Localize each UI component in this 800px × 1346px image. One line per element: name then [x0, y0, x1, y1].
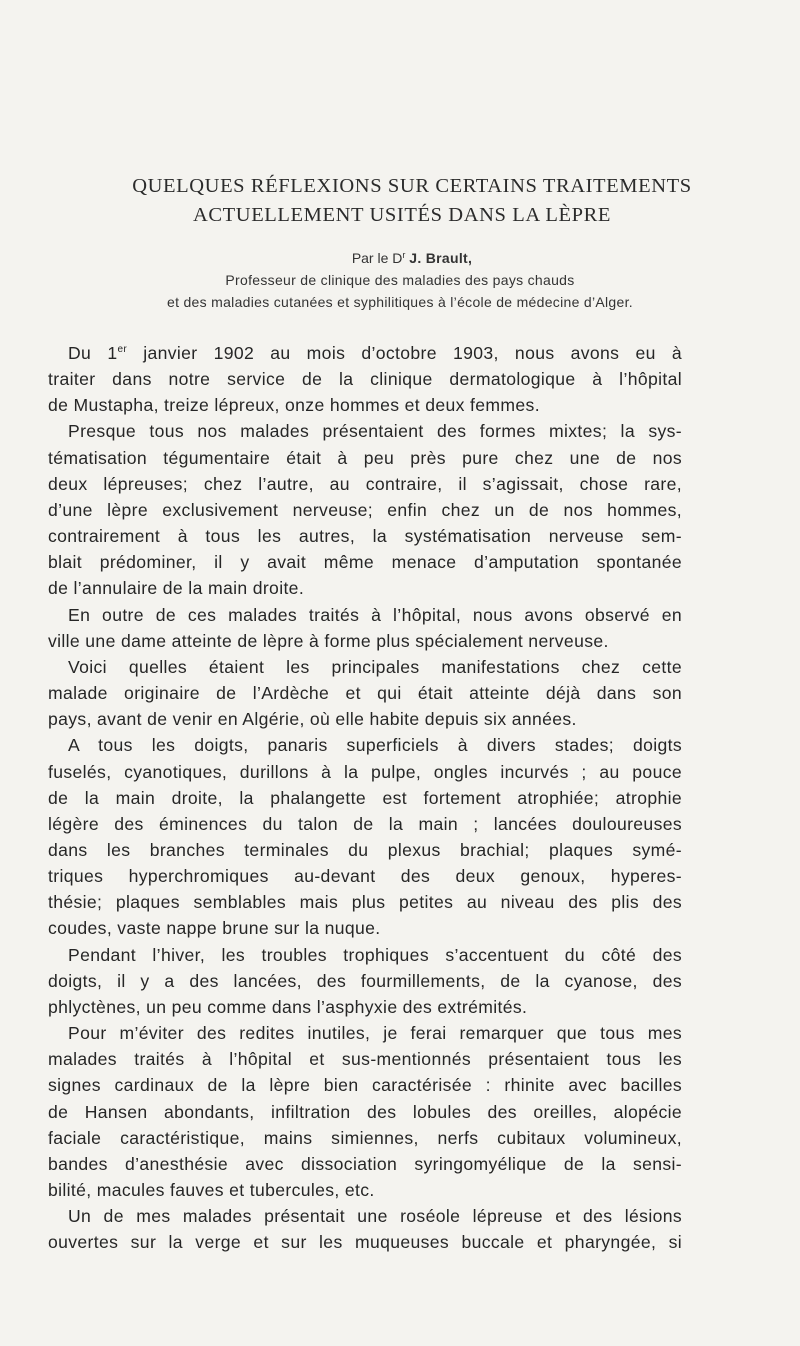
text-line: de la main droite, la phalangette est fortement atrophiée; atrophie [48, 787, 682, 808]
author-name: J. Brault, [409, 250, 473, 266]
byline [0, 244, 800, 313]
article-title [0, 172, 800, 230]
paragraph-1 [48, 340, 682, 418]
text-line: ouvertes sur la verge et sur les muqueuses buccale et pharyngée, si [48, 1232, 682, 1253]
text-fragment: Du 1 [68, 343, 118, 363]
text-line: contrairement à tous les autres, la systématisation nerveuse sem- [48, 526, 682, 547]
text-line: fuselés, cyanotiques, durillons à la pulpe, ongles incurvés ; au pouce [48, 761, 682, 782]
text-line: bilité, macules fauves et tubercules, etc. [48, 1180, 375, 1200]
text-line: A tous les doigts, panaris superficiels à divers stades; doigts [68, 735, 682, 756]
text-line: tématisation tégumentaire était à peu près pure chez une de nos [48, 447, 682, 468]
text-line: bandes d’anesthésie avec dissociation syringomyélique de la sensi- [48, 1153, 682, 1174]
text-line: triques hyperchromiques au-devant des deux genoux, hyperes- [48, 866, 682, 887]
text-line: Presque tous nos malades présentaient des formes mixtes; la sys- [68, 421, 682, 442]
author-prefix: Par le D [351, 250, 403, 266]
text-line [48, 340, 682, 366]
text-line: dans les branches terminales du plexus brachial; plaques symé- [48, 839, 682, 860]
paragraph-3 [48, 602, 682, 654]
text-line: blait prédominer, il y avait même menace d’amputation spontanée [48, 552, 682, 573]
text-line: Un de mes malades présentait une roséole lépreuse et des lésions [68, 1206, 682, 1227]
text-line: de l’annulaire de la main droite. [48, 578, 305, 599]
text-line: doigts, il y a des lancées, des fourmillements, de la cyanose, des [48, 970, 682, 991]
article-body [48, 340, 682, 1255]
affiliation-line-2: et des maladies cutanées et syphilitiques à l’école de médecine d’Alger. [167, 294, 633, 310]
text-line: ville une dame atteinte de lèpre à forme plus spécialement nerveuse. [48, 630, 609, 651]
text-fragment: janvier 1902 au mois d’octobre 1903, nous avons eu à [127, 343, 682, 363]
text-line: Pendant l’hiver, les troubles trophiques s’accentuent du côté des [68, 944, 682, 965]
title-line-2: ACTUELLEMENT USITÉS DANS LA LÈPRE [192, 204, 612, 226]
author-prefix-sup: r [402, 250, 406, 260]
paragraph-7 [48, 1020, 682, 1203]
text-line: légère des éminences du talon de la main ; lancées douloureuses [48, 813, 682, 834]
text-line: de Mustapha, treize lépreux, onze hommes et deux femmes. [48, 395, 540, 416]
text-line: phlyctènes, un peu comme dans l’asphyxie des extrémités. [48, 996, 528, 1017]
paragraph-6 [48, 942, 682, 1020]
text-line: pays, avant de venir en Algérie, où elle habite depuis six années. [48, 709, 577, 730]
text-line: d’une lèpre exclusivement nerveuse; enfin chez un de nos hommes, [48, 499, 682, 520]
paragraph-5 [48, 732, 682, 941]
paragraph-4 [48, 654, 682, 732]
text-line: malade originaire de l’Ardèche et qui était atteinte déjà dans son [48, 683, 682, 704]
text-line: Pour m’éviter des redites inutiles, je ferai remarquer que tous mes [68, 1023, 682, 1044]
text-line: faciale caractéristique, mains simiennes, nerfs cubitaux volumineux, [48, 1127, 682, 1148]
ordinal-sup: er [117, 344, 128, 355]
text-line: thésie; plaques semblables mais plus petites au niveau des plis des [48, 892, 682, 913]
text-line: signes cardinaux de la lèpre bien caractérisée : rhinite avec bacilles [48, 1075, 682, 1096]
paragraph-2 [48, 418, 682, 601]
text-line: traiter dans notre service de la clinique dermatologique à l’hôpital [48, 369, 682, 390]
author-line [0, 244, 800, 269]
affiliation-line-1: Professeur de clinique des maladies des pays chauds [225, 272, 575, 288]
text-line: malades traités à l’hôpital et sus-mentionnés présentaient tous les [48, 1049, 682, 1070]
text-line: Voici quelles étaient les principales manifestations chez cette [68, 656, 682, 677]
text-line: En outre de ces malades traités à l’hôpital, nous avons observé en [68, 604, 682, 625]
title-line-1: QUELQUES RÉFLEXIONS SUR CERTAINS TRAITEMENTS [132, 175, 692, 197]
text-line: de Hansen abondants, infiltration des lobules des oreilles, alopécie [48, 1101, 682, 1122]
text-line: deux lépreuses; chez l’autre, au contraire, il s’agissait, chose rare, [48, 473, 682, 494]
text-line: coudes, vaste nappe brune sur la nuque. [48, 918, 381, 939]
paragraph-8 [48, 1203, 682, 1255]
